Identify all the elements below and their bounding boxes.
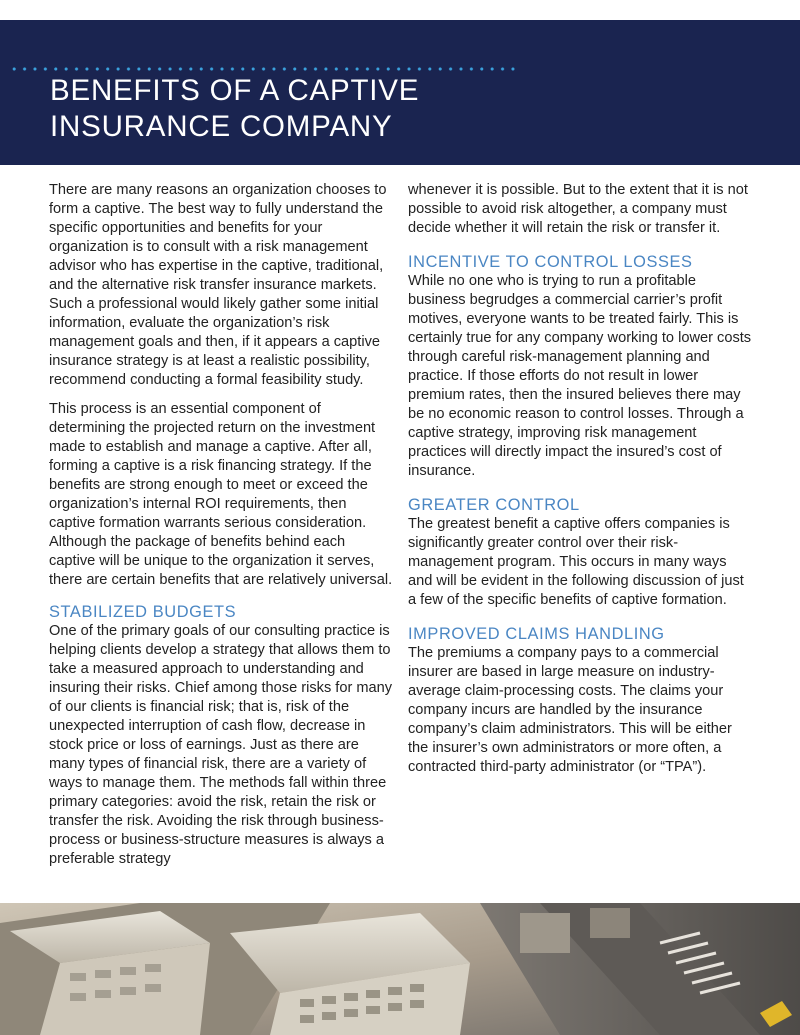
stabilized-budgets-body: One of the primary goals of our consulting practice is helping clients develop a strategy that allows them to take a measured approach to understanding and insuring their risks. Chief among those risks for many of our clients is financial risk; that is, risk of the unexpected interruption of cash flow, decrease in stock price or loss of earnings. Just as there are many types of financial risk, there are a variety of ways to manage them. The methods fall within three primary categories: avoid the risk, retain the risk or transfer the risk. Avoiding the risk through business-process or business-structure measures is always a preferable strategy [49, 623, 393, 867]
incentive-control-losses-body: While no one who is trying to run a profitable business begrudges a commercial carrier’s profit motives, everyone wants to be treated fairly. This is certainly true for any company working to lower costs through careful risk-management planning and practice. If those efforts do not result in lower premium rates, then the insured believes there may be no economic reason to control losses. Through a captive strategy, improving risk management practices will directly impact the insured’s cost of insurance. [408, 273, 752, 479]
heading-stabilized-budgets: STABILIZED BUDGETS [49, 603, 237, 621]
right-column [408, 181, 754, 787]
city-aerial-photo [0, 903, 800, 1035]
continuation-paragraph: whenever it is possible. But to the extent that it is not possible to avoid risk altogether, a company must decide whether it will retain the risk or transfer it. [408, 182, 748, 236]
heading-greater-control: GREATER CONTROL [408, 496, 580, 514]
improved-claims-handling-body: The premiums a company pays to a commercial insurer are based in large measure on industry-average claim-processing costs. The claims your company incurs are handled by the insurance company’s claim administrators. This will be either the insurer’s own administrators or more often, a contracted third-party administrator (or “TPA”). [408, 645, 732, 775]
heading-incentive-control-losses: INCENTIVE TO CONTROL LOSSES [408, 253, 693, 271]
left-column [49, 181, 394, 879]
page-title [50, 73, 750, 145]
title-line-1: BENEFITS OF A CAPTIVE [50, 74, 420, 107]
title-line-2: INSURANCE COMPANY [50, 110, 393, 143]
dotted-line-decoration [9, 67, 519, 71]
process-paragraph: This process is an essential component of determining the projected return on the investment made to establish and manage a captive. After all, forming a captive is a risk financing strategy. If the benefits are strong enough to meet or exceed the organization’s internal ROI requirements, then captive formation warrants serious consideration. Although the package of benefits behind each captive will be unique to the organization it serves, there are certain benefits that are relatively universal. [49, 401, 393, 588]
greater-control-body: The greatest benefit a captive offers companies is significantly greater control over their risk-management program. This occurs in many ways and will be evident in the following discussion of just a few of the specific benefits of captive formation. [408, 516, 744, 608]
heading-improved-claims-handling: IMPROVED CLAIMS HANDLING [408, 625, 665, 643]
intro-paragraph: There are many reasons an organization chooses to form a captive. The best way to fully understand the specific opportunities and benefits for your organization is to consult with a risk management advisor who has expertise in the captive, traditional, and the alternative risk transfer insurance markets. Such a professional would likely gather some initial information, evaluate the organization’s risk management goals and then, if it appears a captive insurance strategy is at least a realistic possibility, recommend conducting a formal feasibility study. [49, 182, 387, 388]
